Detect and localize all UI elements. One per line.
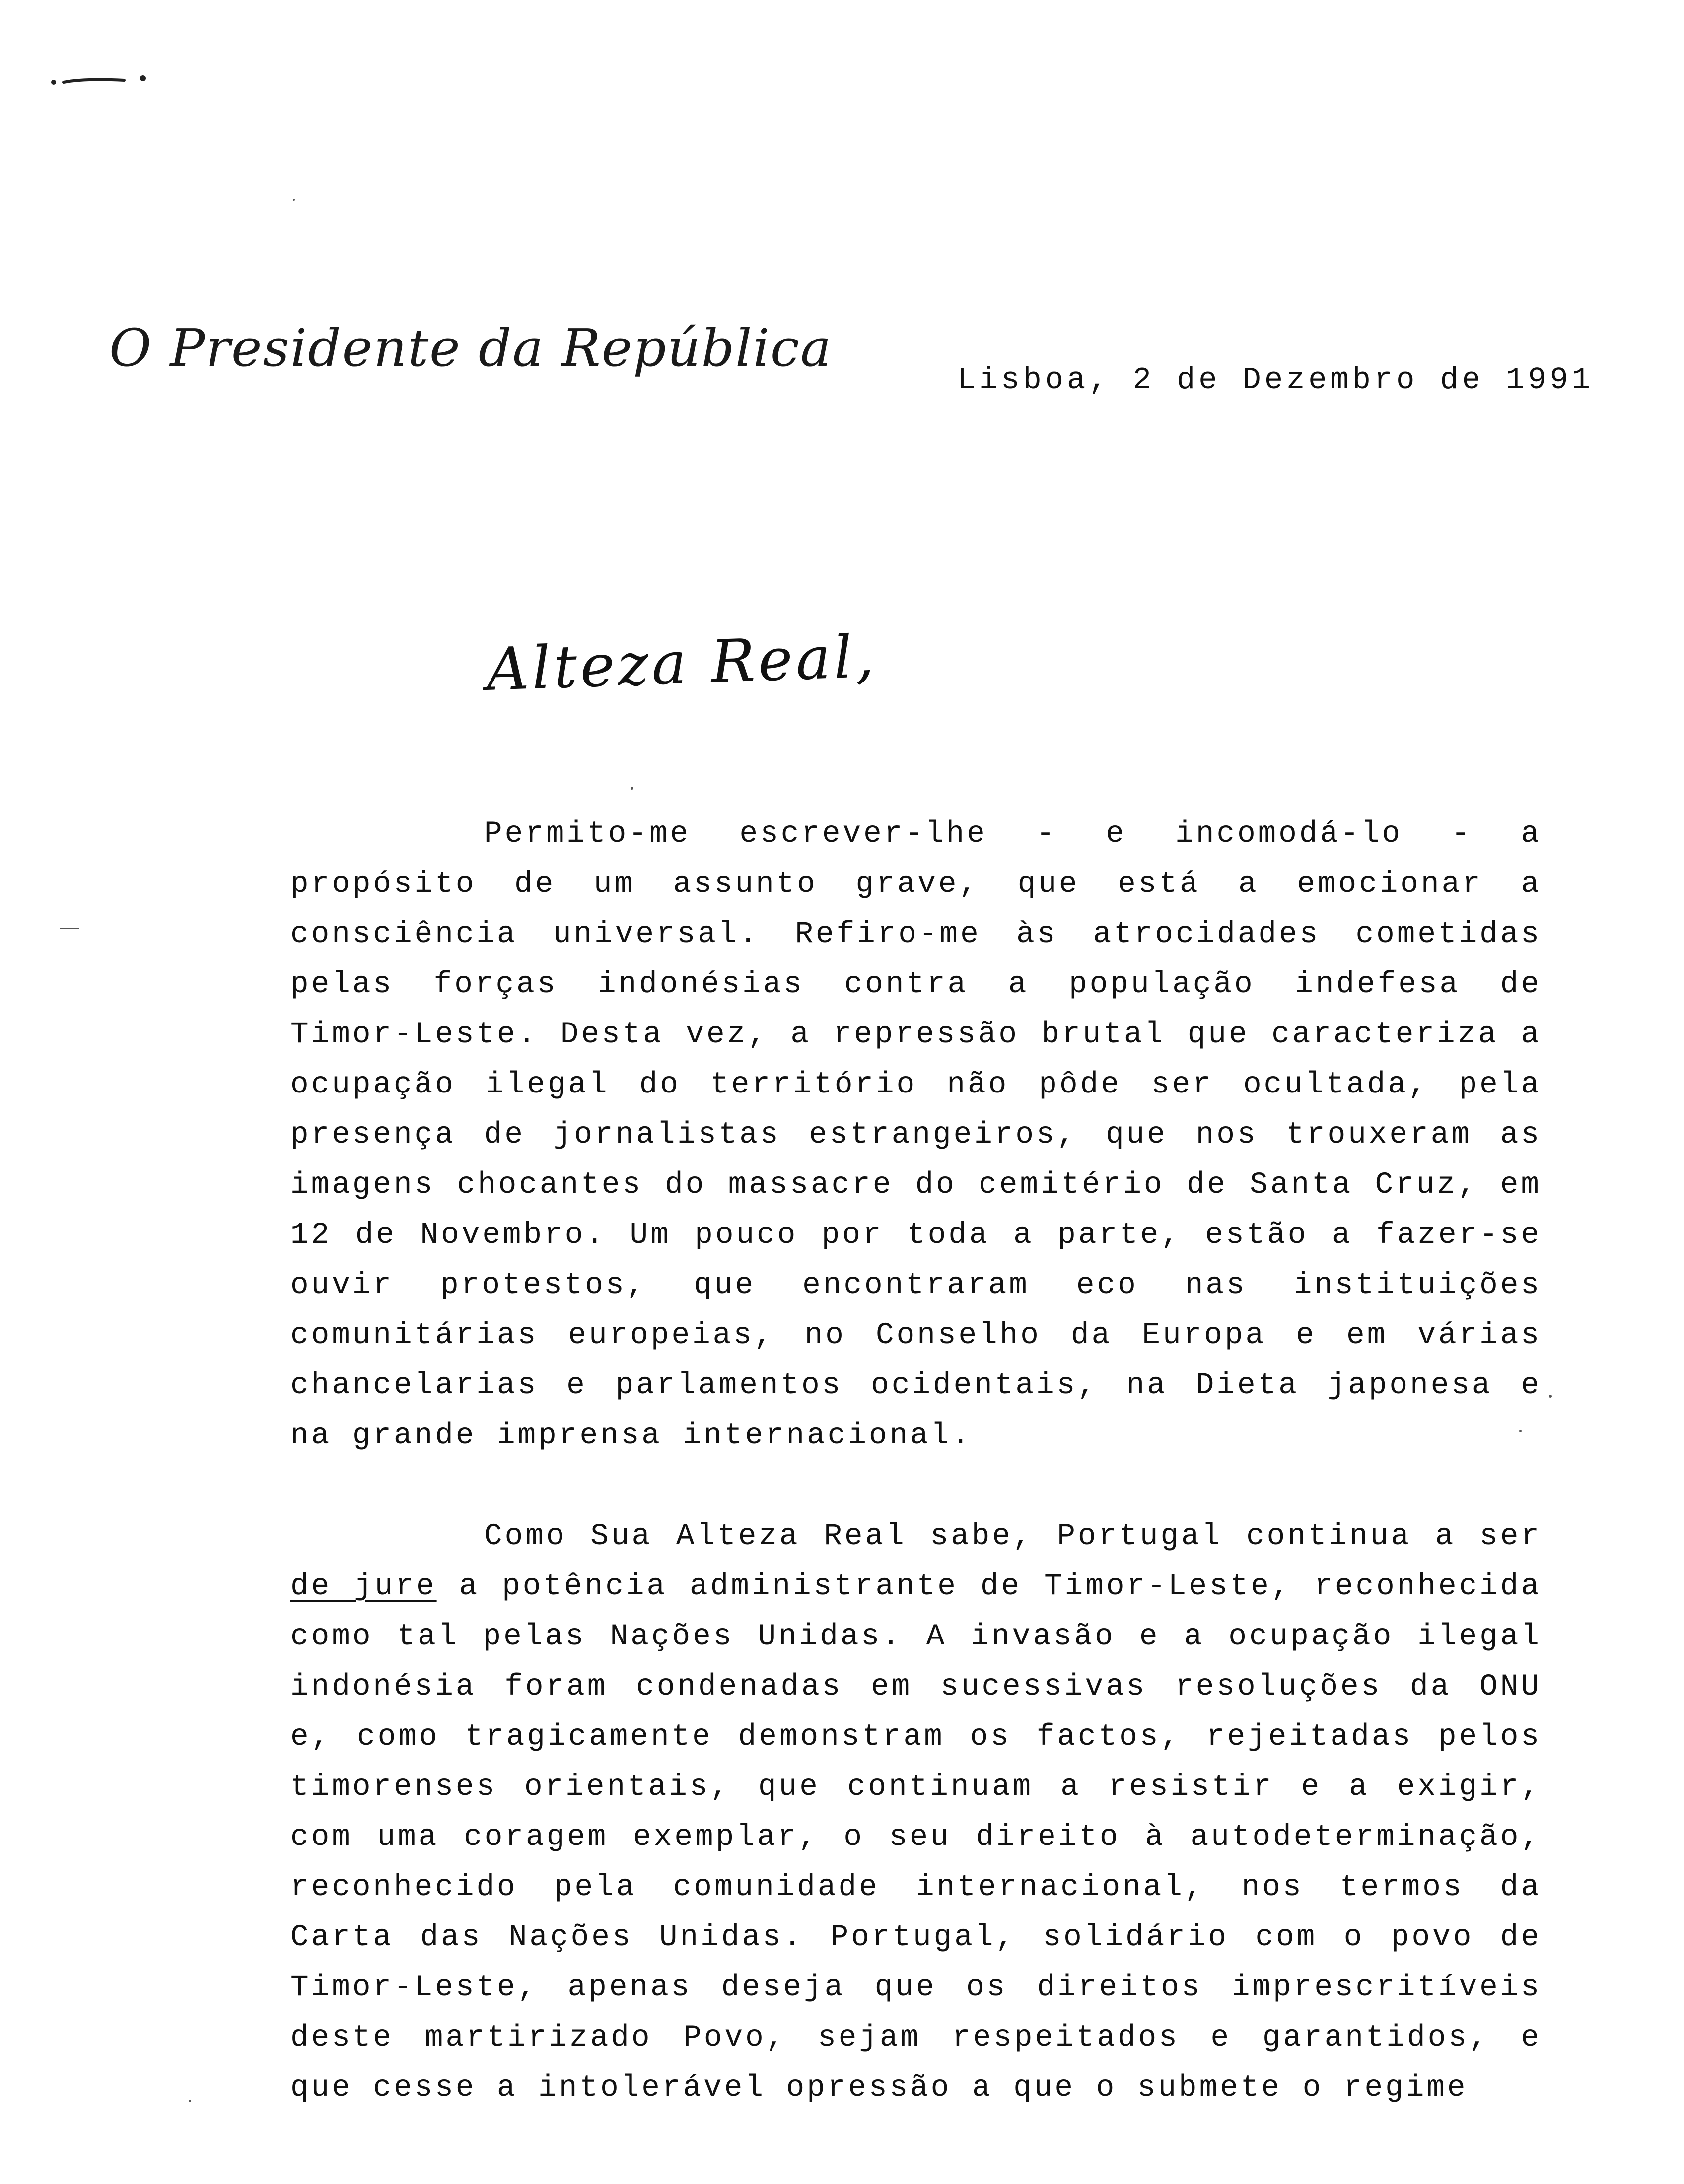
dateline: Lisboa, 2 de Dezembro de 1991 <box>957 362 1594 398</box>
letterhead-title: O Presidente da República <box>109 318 833 378</box>
scan-speck <box>293 199 295 201</box>
scan-speck <box>1549 1395 1552 1398</box>
scan-speck <box>1519 1430 1522 1432</box>
scan-speck <box>189 2100 191 2102</box>
scan-speck <box>631 787 633 790</box>
paragraph-2-lead: Como Sua Alteza Real sabe, Portugal continua a ser <box>484 1519 1542 1554</box>
paragraph-2-text: a potência administrante de Timor-Leste, reconhecida como tal pelas Nações Unidas. A invasão e a ocupação ilegal indonésia foram condenadas em sucessivas resoluções da ONU e, como tragicamente demonstram os factos, rejeitadas pelos timorenses orientais, que continuam a resistir e a exigir, com uma coragem exemplar, o seu direito à autodeterminação, reconhecido pela comunidade internacional, nos termos da Carta das Nações Unidas. Portugal, solidário com o povo de Timor-Leste, apenas deseja que os direitos imprescritíveis deste martirizado Povo, sejam respeitados e garantidos, e que cesse a intolerável opressão a que o submete o regime <box>290 1570 1542 2105</box>
paragraph-2 <box>290 1511 1542 2113</box>
handwritten-salutation: Alteza Real, <box>485 621 878 704</box>
paragraph-1 <box>290 809 1542 1461</box>
underlined-latin-term: de jure <box>290 1570 437 1604</box>
scan-speck <box>60 928 79 929</box>
paragraph-1-text: Permito-me escrever-lhe - e incomodá-lo - a propósito de um assunto grave, que está a emocionar a consciência universal. Refiro-me às atrocidades cometidas pelas forças indonésias contra a população indefesa de Timor-Leste. Desta vez, a repressão brutal que caracteriza a ocupação ilegal do território não pôde ser ocultada, pela presença de jornalistas estrangeiros, que nos trouxeram as imagens chocantes do massacre do cemitério de Santa Cruz, em 12 de Novembro. Um pouco por toda a parte, estão a fazer-se ouvir protestos, que encontraram eco nas instituições comunitárias europeias, no Conselho da Europa e em várias chancelarias e parlamentos ocidentais, na Dieta japonesa e na grande imprensa internacional. <box>290 817 1542 1453</box>
handwritten-dash-mark <box>50 74 149 87</box>
